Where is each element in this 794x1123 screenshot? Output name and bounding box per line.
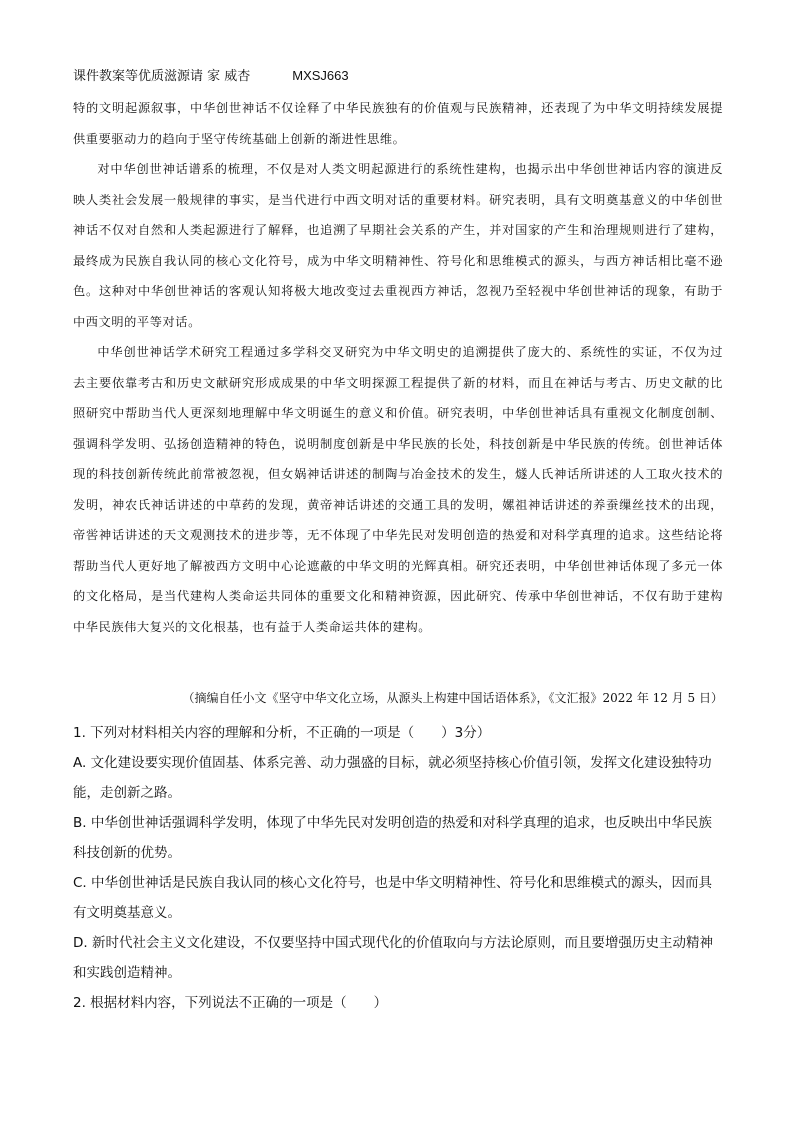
- page-header: [73, 66, 349, 86]
- question-1: [73, 718, 723, 988]
- article-citation: （摘编自任小文《坚守中华文化立场，从源头上构建中国话语体系》，《文汇报》2022 年 12 月 5 日）: [182, 691, 723, 705]
- question-option-a: A. 文化建设要实现价值固基、体系完善、动力强盛的目标，就必须坚持核心价值引领，发挥文化建设独特功能，走创新之路。: [73, 755, 712, 801]
- article-paragraph: 特的文明起源叙事，中华创世神话不仅诠释了中华民族独有的价值观与民族精神，还表现了为中华文明持续发展提供重要驱动力的趋向于坚守传统基础上创新的渐进性思维。: [73, 101, 723, 146]
- question-stem: 1. 下列对材料相关内容的理解和分析，不正确的一项是（ ）3分）: [73, 725, 491, 741]
- question-option-c: C. 中华创世神话是民族自我认同的核心文化符号，也是中华文明精神性、符号化和思维模式的源头，因而具有文明奠基意义。: [73, 875, 713, 921]
- header-watermark-text: 课件教案等优质滋源请 家 威杏: [73, 69, 251, 84]
- question-section: [73, 718, 723, 1018]
- article-body: [73, 93, 723, 642]
- article-paragraph: 中华创世神话学术研究工程通过多学科交叉研究为中华文明史的追溯提供了庞大的、系统性的实证，不仅为过去主要依靠考古和历史文献研究形成成果的中华文明探源工程提供了新的材料，而且在神话与考古、历史文献的比照研究中帮助当代人更深刻地理解中华文明诞生的意义和价值。研究表明，中华创世神话具有重视文化制度创制、强调科学发明、弘扬创造精神的特色，说明制度创新是中华民族的长处，科技创新是中华民族的传统。创世神话体现的科技创新传统此前常被忽视，但女娲神话讲述的制陶与冶金技术的发生，燧人氏神话所讲述的人工取火技术的发明，神农氏神话讲述的中草药的发现，黄帝神话讲述的交通工具的发明，嫘祖神话讲述的养蚕缫丝技术的出现，帝喾神话讲述的天文观测技术的进步等，无不体现了中华先民对发明创造的热爱和对科学真理的追求。这些结论将帮助当代人更好地了解被西方文明中心论遮蔽的中华文明的光辉真相。研究还表明，中华创世神话体现了多元一体的文化格局，是当代建构人类命运共同体的重要文化和精神资源，因此研究、传承中华创世神话，不仅有助于建构中华民族伟大复兴的文化根基，也有益于人类命运共体的建构。: [73, 345, 723, 634]
- question-stem: 2. 根据材料内容，下列说法不正确的一项是（ ）: [73, 995, 388, 1011]
- header-code: MXSJ663: [292, 68, 349, 83]
- question-option-b: B. 中华创世神话强调科学发明，体现了中华先民对发明创造的热爱和对科学真理的追求，也反映出中华民族科技创新的优势。: [73, 815, 712, 861]
- question-2: [73, 988, 723, 1018]
- question-option-d: D. 新时代社会主义文化建设，不仅要坚持中国式现代化的价值取向与方法论原则，而且要增强历史主动精神和实践创造精神。: [73, 935, 713, 981]
- article-paragraph: 对中华创世神话谱系的梳理，不仅是对人类文明起源进行的系统性建构，也揭示出中华创世神话内容的演进反映人类社会发展一般规律的事实，是当代进行中西文明对话的重要材料。研究表明，具有文明奠基意义的中华创世神话不仅对自然和人类起源进行了解释，也追溯了早期社会关系的产生，并对国家的产生和治理规则进行了建构，最终成为民族自我认同的核心文化符号，成为中华文明精神性、符号化和思维模式的源头，与西方神话相比毫不逊色。这种对中华创世神话的客观认知将极大地改变过去重视西方神话，忽视乃至轻视中华创世神话的现象，有助于中西文明的平等对话。: [73, 162, 723, 329]
